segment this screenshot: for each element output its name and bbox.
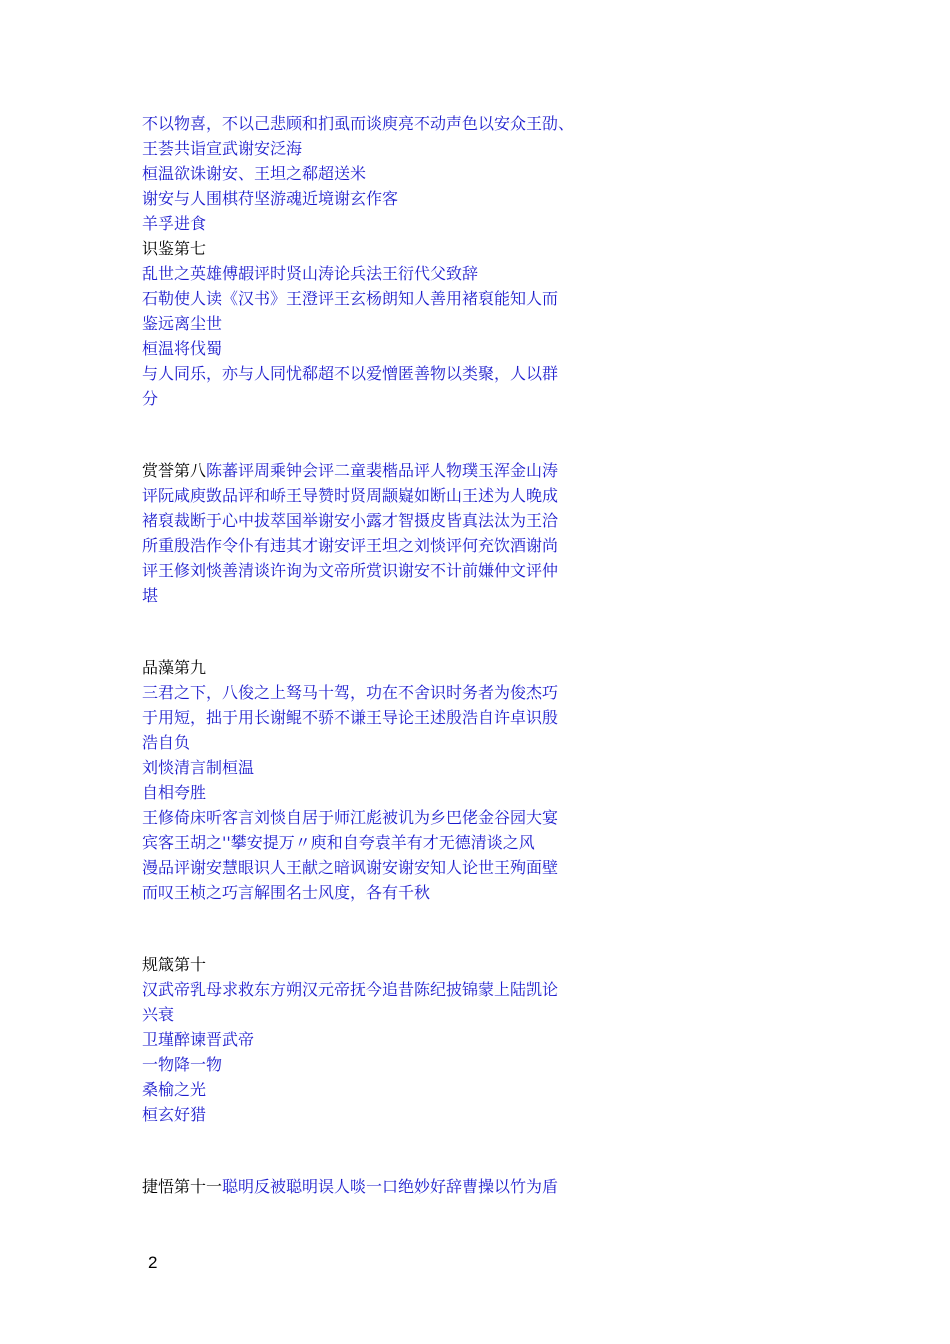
toc-link[interactable]: 评阮咸庾敳品评和峤王导赞时贤周颛嶷如断山王述为人晚成: [142, 486, 559, 505]
toc-link[interactable]: 不以物喜，不以己悲顾和扪虱而谈庾亮不动声色以安众王劭、: [142, 114, 575, 133]
toc-link[interactable]: 桑榆之光: [142, 1080, 207, 1099]
toc-link[interactable]: 鉴远离尘世: [142, 314, 223, 333]
toc-link[interactable]: 王荟共诣宣武谢安泛海: [142, 139, 303, 158]
section-7: [142, 236, 602, 411]
toc-link[interactable]: 刘惔清言制桓温: [142, 758, 255, 777]
spacer: [142, 608, 602, 655]
toc-link[interactable]: 王修倚床听客言刘惔自居于师江彪被讥为乡巴佬金谷园大宴: [142, 808, 559, 827]
toc-link[interactable]: 一物降一物: [142, 1055, 223, 1074]
page-number: 2: [148, 1253, 158, 1272]
toc-link[interactable]: 羊孚进食: [142, 214, 207, 233]
spacer: [142, 905, 602, 952]
spacer: [142, 411, 602, 458]
toc-link[interactable]: 分: [142, 389, 159, 408]
section-9: [142, 655, 602, 905]
section-6-tail: [142, 111, 602, 236]
toc-link[interactable]: 乱世之英雄傅嘏评时贤山涛论兵法王衍代父致辞: [142, 264, 479, 283]
toc-link[interactable]: 石勒使人读《汉书》王澄评王玄杨朗知人善用褚裒能知人而: [142, 289, 559, 308]
toc-link[interactable]: 谢安与人围棋苻坚游魂近境谢玄作客: [142, 189, 399, 208]
toc-link[interactable]: 桓玄好猎: [142, 1105, 207, 1124]
section-heading: 品藻第九: [142, 658, 207, 677]
section-heading: 赏誉第八: [142, 461, 207, 480]
toc-link[interactable]: 聪明反被聪明误人啖一口绝妙好辞曹操以竹为盾: [222, 1177, 559, 1196]
section-11: [142, 1174, 602, 1199]
toc-link[interactable]: 宾客王胡之''攀安提万〃庾和自夸袁羊有才无德清谈之风: [142, 833, 535, 852]
section-heading: 捷悟第十一: [142, 1177, 223, 1196]
toc-link[interactable]: 汉武帝乳母求救东方朔汉元帝抚今追昔陈纪披锦蒙上陆凯论: [142, 980, 559, 999]
toc-link[interactable]: 堪: [142, 586, 159, 605]
toc-link[interactable]: 卫瑾醉谏晋武帝: [142, 1030, 255, 1049]
section-10: [142, 952, 602, 1127]
toc-link[interactable]: 与人同乐，亦与人同忧郗超不以爱憎匿善物以类聚，人以群: [142, 364, 559, 383]
section-8: [142, 458, 602, 608]
toc-link[interactable]: 评王修刘惔善清谈许询为文帝所赏识谢安不计前嫌仲文评仲: [142, 561, 559, 580]
toc-link[interactable]: 所重殷浩作令仆有违其才谢安评王坦之刘惔评何充饮酒谢尚: [142, 536, 559, 555]
toc-link[interactable]: 兴衰: [142, 1005, 175, 1024]
toc-link[interactable]: 漫品评谢安慧眼识人王献之暗讽谢安谢安知人论世王殉面壁: [142, 858, 559, 877]
toc-link[interactable]: 三君之下，八俊之上驽马十驾，功在不舍识时务者为俊杰巧: [142, 683, 559, 702]
toc-link[interactable]: 而叹王桢之巧言解围名士风度，各有千秋: [142, 883, 431, 902]
document-body: [142, 111, 602, 1199]
toc-link[interactable]: 自相夸胜: [142, 783, 207, 802]
section-heading: 规箴第十: [142, 955, 207, 974]
toc-link[interactable]: 于用短，拙于用长谢鲲不骄不谦王导论王述殷浩自许卓识殷: [142, 708, 559, 727]
spacer: [142, 1127, 602, 1174]
toc-link[interactable]: 陈蕃评周乘钟会评二童裴楷品评人物璞玉浑金山涛: [206, 461, 559, 480]
toc-link[interactable]: 桓温欲诛谢安、王坦之郗超送米: [142, 164, 367, 183]
section-heading: 识鉴第七: [142, 239, 207, 258]
toc-link[interactable]: 桓温将伐蜀: [142, 339, 223, 358]
toc-link[interactable]: 褚裒裁断于心中拔萃国举谢安小露才智摄皮皆真法汰为王洽: [142, 511, 559, 530]
toc-link[interactable]: 浩自负: [142, 733, 191, 752]
